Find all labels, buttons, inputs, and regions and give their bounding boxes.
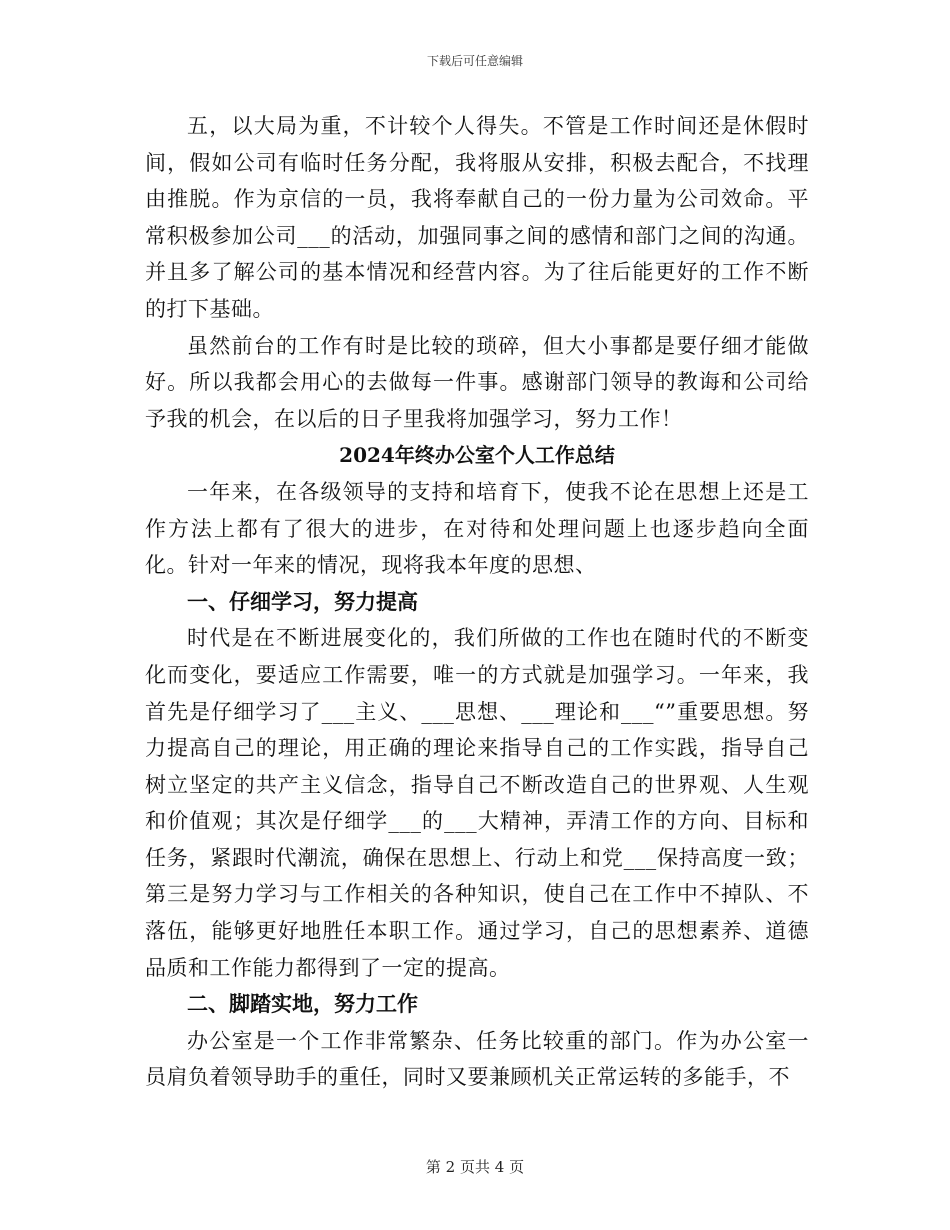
paragraph-1: 五，以大局为重，不计较个人得失。不管是工作时间还是休假时间，假如公司有临时任务分配，我将服从安排，积极去配合，不找理由推脱。作为京信的一员，我将奉献自己的一份力量为公司效命。平常积极参加公司___的活动，加强同事之间的感情和部门之间的沟通。并且多了解公司的基本情况和经营内容。为了往后能更好的工作不断的打下基础。 [145,114,809,321]
heading-2: 二、脚踏实地，努力工作 [187,991,418,1017]
paragraph-4: 时代是在不断进展变化的，我们所做的工作也在随时代的不断变化而变化，要适应工作需要，唯一的方式就是加强学习。一年来，我首先是仔细学习了___主义、___思想、___理论和___“”重要思想。努力提高自己的理论，用正确的理论来指导自己的工作实践，指导自己树立坚定的共产主义信念，指导自己不断改造自己的世界观、人生观和价值观；其次是仔细学___的___大精神，弄清工作的方向、目标和任务，紧跟时代潮流，确保在思想上、行动上和党___保持高度一致；第三是努力学习与工作相关的各种知识，使自己在工作中不掉队、不落伍，能够更好地胜任本职工作。通过学习，自己的思想素养、道德品质和工作能力都得到了一定的提高。 [145,626,809,980]
section-title: 2024年终办公室个人工作总结 [339,443,615,468]
paragraph-3: 一年来，在各级领导的支持和培育下，使我不论在思想上还是工作方法上都有了很大的进步，在对待和处理问题上也逐步趋向全面化。针对一年来的情况，现将我本年度的思想、 [145,479,809,578]
paragraph-5: 办公室是一个工作非常繁杂、任务比较重的部门。作为办公室一员肩负着领导助手的重任，同时又要兼顾机关正常运转的多能手，不 [145,1028,809,1090]
page-number: 第 2 页共 4 页 [425,1158,525,1176]
paragraph-2: 虽然前台的工作有时是比较的琐碎，但大小事都是要仔细才能做好。所以我都会用心的去做每一件事。感谢部门领导的教诲和公司给予我的机会，在以后的日子里我将加强学习，努力工作！ [145,333,809,431]
heading-1: 一、仔细学习，努力提高 [187,588,418,614]
document-body [145,108,809,1096]
page-header: 下载后可任意编辑 [426,54,523,68]
